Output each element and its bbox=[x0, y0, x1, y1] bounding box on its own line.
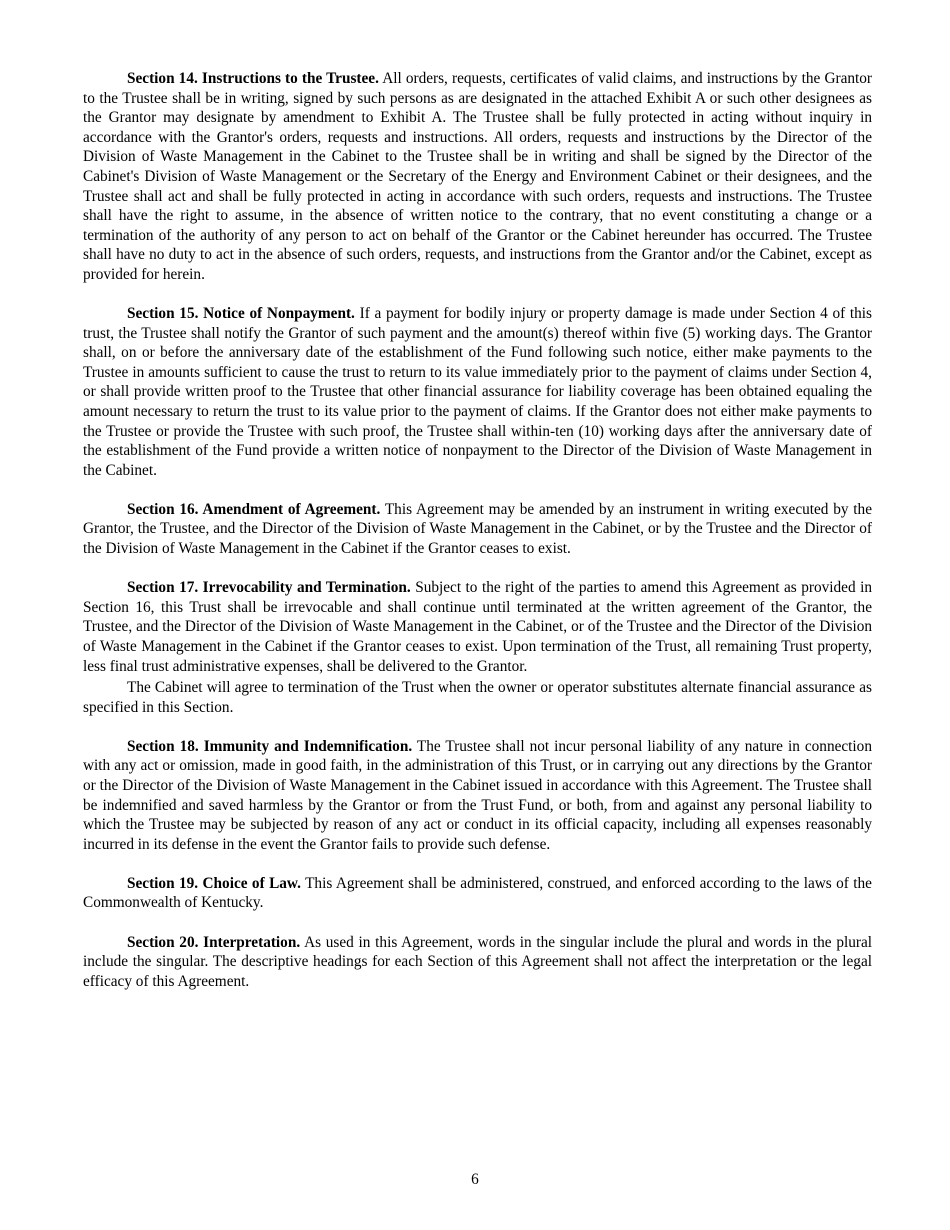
section-16-heading: Section 16. Amendment of Agreement. bbox=[127, 500, 381, 518]
section-20-paragraph bbox=[83, 933, 872, 992]
section-20-heading: Section 20. Interpretation. bbox=[127, 933, 301, 951]
section-15-body: If a payment for bodily injury or property damage is made under Section 4 of this trust, the Trustee shall notify the Grantor of such payment and the amount(s) thereof within five (5) working days. The Grantor shall, on or before the anniversary date of the establishment of the Fund following such notice, either make payments to the Trustee in amounts sufficient to cause the trust to return to its value immediately prior to the payment of claims under Section 4, or shall provide written proof to the Trustee that other financial assurance for liability coverage has been obtained equaling the amount necessary to return the trust to its value prior to the payment of claims. If the Grantor does not either make payments to the Trustee or provide the Trustee with such proof, the Trustee shall within-ten (10) working days after the anniversary date of the establishment of the Fund provide a written notice of nonpayment to the Director of the Division of Waste Management in the Cabinet. bbox=[83, 305, 872, 479]
section-20-body: As used in this Agreement, words in the singular include the plural and words in the plural include the singular. The descriptive headings for each Section of this Agreement shall not affect the interpretation or the legal efficacy of this Agreement. bbox=[83, 933, 872, 990]
section-14-paragraph bbox=[83, 69, 872, 285]
section-17-body: Subject to the right of the parties to amend this Agreement as provided in Section 16, this Trust shall be irrevocable and shall continue until terminated at the written agreement of the Grantor, the Trustee, and the Director of the Division of Waste Management in the Cabinet, or of the Trustee and the Director of the Division of Waste Management in the Cabinet if the Grantor ceases to exist. Upon termination of the Trust, all remaining Trust property, less final trust administrative expenses, shall be delivered to the Grantor. bbox=[83, 579, 873, 675]
section-18-heading: Section 18. Immunity and Indemnification. bbox=[127, 737, 413, 755]
section-19-paragraph bbox=[83, 874, 872, 913]
section-14-body: All orders, requests, certificates of valid claims, and instructions by the Grantor to the Trustee shall be in writing, signed by such persons as are designated in the attached Exhibit A or such other designees as the Grantor may designate by amendment to Exhibit A. The Trustee shall be fully protected in acting without inquiry in accordance with the Grantor's orders, requests and instructions. All orders, requests and instructions by the Director of the Division of Waste Management in the Cabinet to the Trustee shall be in writing and shall be signed by the Director of the Cabinet's Division of Waste Management or the Secretary of the Energy and Environment Cabinet or their designees, and the Trustee shall act and shall be fully protected in acting in accordance with such orders, requests and instructions. The Trustee shall have the right to assume, in the absence of written notice to the contrary, that no event constituting a change or a termination of the authority of any person to act on behalf of the Grantor or the Cabinet hereunder has occurred. The Trustee shall have no duty to act in the absence of such orders, requests, and instructions from the Grantor and/or the Cabinet, except as provided for herein. bbox=[83, 70, 873, 283]
section-18-paragraph bbox=[83, 737, 872, 855]
section-19-body: This Agreement shall be administered, construed, and enforced according to the laws of the Commonwealth of Kentucky. bbox=[83, 874, 872, 912]
section-17-heading: Section 17. Irrevocability and Termination. bbox=[127, 579, 411, 597]
section-18-body: The Trustee shall not incur personal liability of any nature in connection with any act or omission, made in good faith, in the administration of this Trust, or in carrying out any directions by the Grantor or the Director of the Division of Waste Management in the Cabinet issued in accordance with this Agreement. The Trustee shall be indemnified and saved harmless by the Grantor or from the Trust Fund, or both, from and against any personal liability to which the Trustee may be subjected by reason of any act or conduct in its official capacity, including all expenses reasonably incurred in its defense in the event the Grantor fails to provide such defense. bbox=[83, 737, 872, 853]
section-15-heading: Section 15. Notice of Nonpayment. bbox=[127, 305, 355, 323]
page-number: 6 bbox=[471, 1171, 479, 1188]
section-17-paragraph bbox=[83, 578, 872, 676]
section-16-paragraph bbox=[83, 500, 872, 559]
section-16-body: This Agreement may be amended by an instrument in writing executed by the Grantor, the Trustee, and the Director of the Division of Waste Management in the Cabinet, or by the Trustee and the Director of the Division of Waste Management in the Cabinet if the Grantor ceases to exist. bbox=[83, 500, 872, 558]
section-15-paragraph bbox=[83, 304, 872, 480]
section-17-termination-note: The Cabinet will agree to termination of the Trust when the owner or operator substitutes alternate financial assurance as specified in this Section. bbox=[83, 679, 872, 716]
section-19-heading: Section 19. Choice of Law. bbox=[127, 874, 301, 892]
section-14-heading: Section 14. Instructions to the Trustee. bbox=[127, 70, 379, 87]
